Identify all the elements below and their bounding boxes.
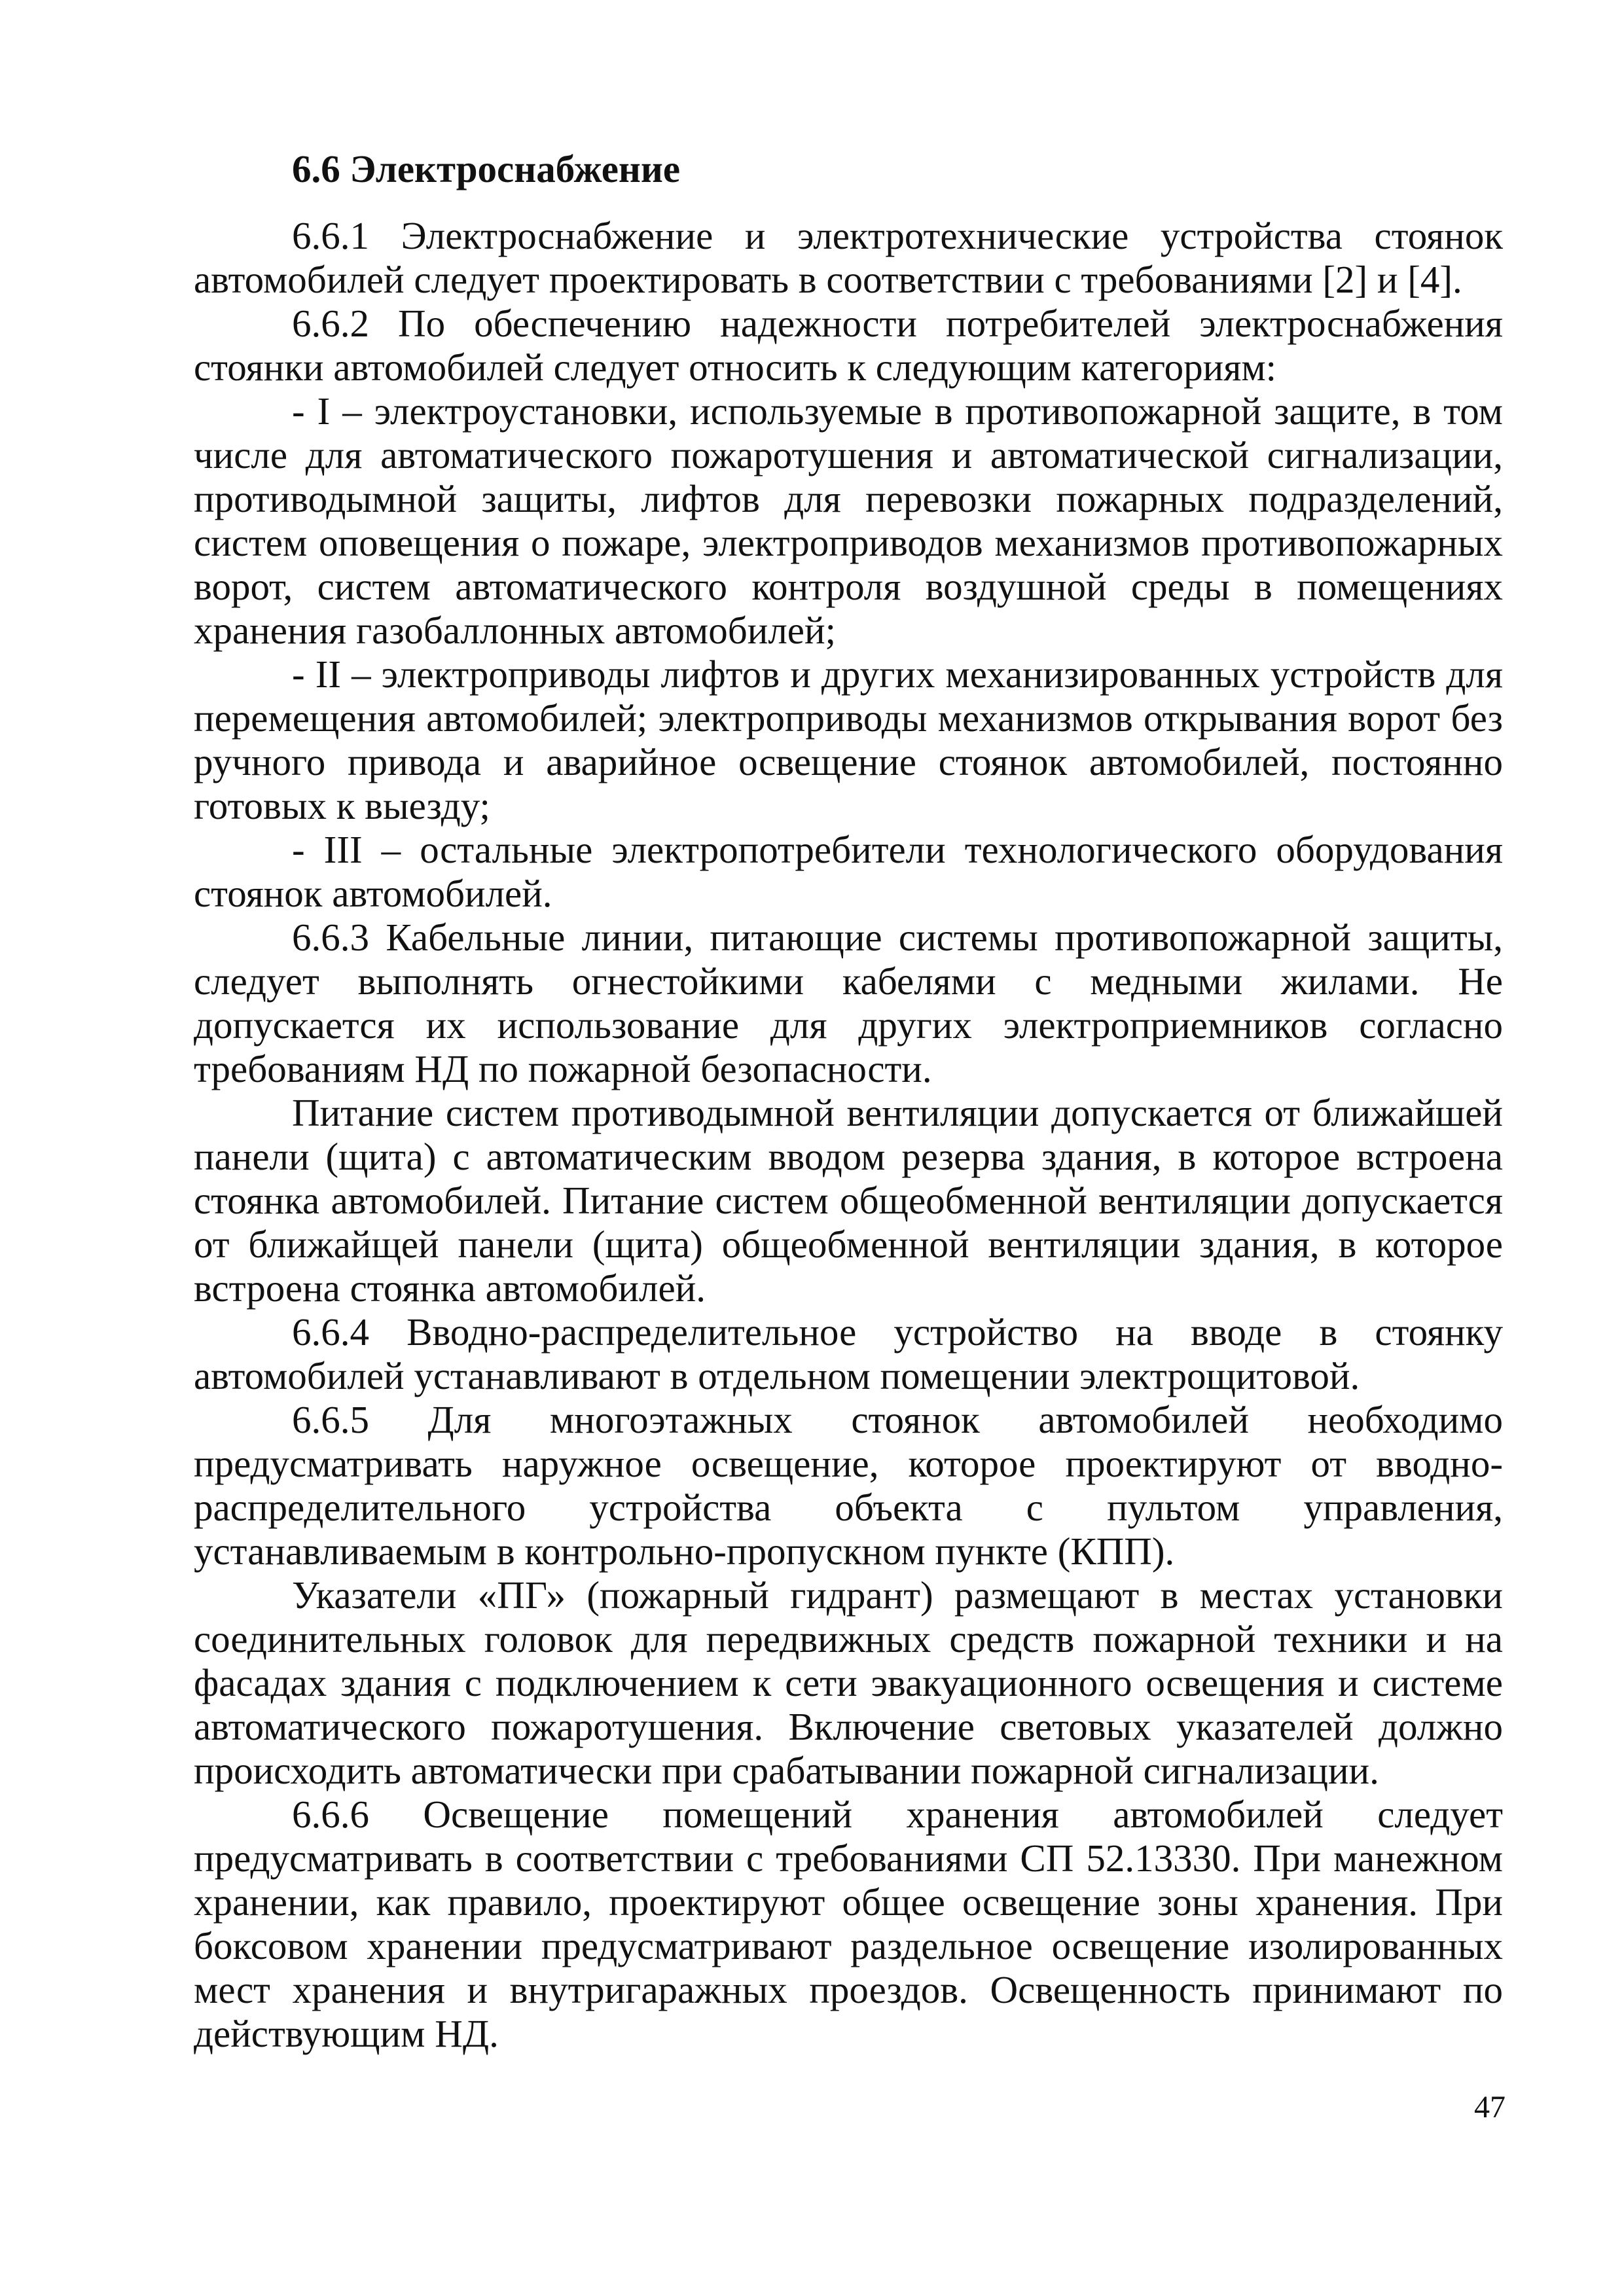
paragraph-6-6-5: 6.6.5 Для многоэтажных стоянок автомобилей необходимо предусматривать наружное освещение, которое проектируют от вводно-распределительного устройства объекта с пультом управления, устанавливаемым в контрольно-пропускном пункте (КПП).	[194, 1398, 1503, 1573]
page-number: 47	[1474, 2090, 1506, 2125]
paragraph-6-6-2: 6.6.2 По обеспечению надежности потребителей электроснабжения стоянки автомобилей следует относить к следующим категориям:	[194, 302, 1503, 389]
paragraph-6-6-1: 6.6.1 Электроснабжение и электротехнические устройства стоянок автомобилей следует проектировать в соответствии с требованиями [2] и [4].	[194, 214, 1503, 301]
paragraph-6-6-3: 6.6.3 Кабельные линии, питающие системы противопожарной защиты, следует выполнять огнестойкими кабелями с медными жилами. Не допускается их использование для других электроприемников согласно требованиям НД по пожарной безопасности.	[194, 916, 1503, 1090]
page-content	[194, 147, 1503, 2056]
list-item-category-2: - II – электроприводы лифтов и других механизированных устройств для перемещения автомобилей; электроприводы механизмов открывания ворот без ручного привода и аварийное освещение стоянок автомобилей, постоянно готовых к выезду;	[194, 653, 1503, 827]
list-item-category-1: - I – электроустановки, используемые в противопожарной защите, в том числе для автоматического пожаротушения и автоматической сигнализации, противодымной защиты, лифтов для перевозки пожарных подразделений, систем оповещения о пожаре, электроприводов механизмов противопожарных ворот, систем автоматического контроля воздушной среды в помещениях хранения газобаллонных автомобилей;	[194, 389, 1503, 652]
paragraph-ventilation-power: Питание систем противодымной вентиляции допускается от ближайшей панели (щита) с автоматическим вводом резерва здания, в которое встроена стоянка автомобилей. Питание систем общеобменной вентиляции допускается от ближайщей панели (щита) общеобменной вентиляции здания, в которое встроена стоянка автомобилей.	[194, 1091, 1503, 1310]
paragraph-pg-indicators: Указатели «ПГ» (пожарный гидрант) размещают в местах установки соединительных головок для передвижных средств пожарной техники и на фасадах здания с подключением к сети эвакуационного освещения и системе автоматического пожаротушения. Включение световых указателей должно происходить автоматически при срабатывании пожарной сигнализации.	[194, 1573, 1503, 1792]
paragraph-6-6-4: 6.6.4 Вводно-распределительное устройство на вводе в стоянку автомобилей устанавливают в отдельном помещении электрощитовой.	[194, 1310, 1503, 1397]
paragraph-6-6-6: 6.6.6 Освещение помещений хранения автомобилей следует предусматривать в соответствии с требованиями СП 52.13330. При манежном хранении, как правило, проектируют общее освещение зоны хранения. При боксовом хранении предусматривают раздельное освещение изолированных мест хранения и внутригаражных проездов. Освещенность принимают по действующим НД.	[194, 1793, 1503, 2055]
section-title: 6.6 Электроснабжение	[292, 147, 681, 190]
list-item-category-3: - III – остальные электропотребители технологического оборудования стоянок автомобилей.	[194, 828, 1503, 915]
